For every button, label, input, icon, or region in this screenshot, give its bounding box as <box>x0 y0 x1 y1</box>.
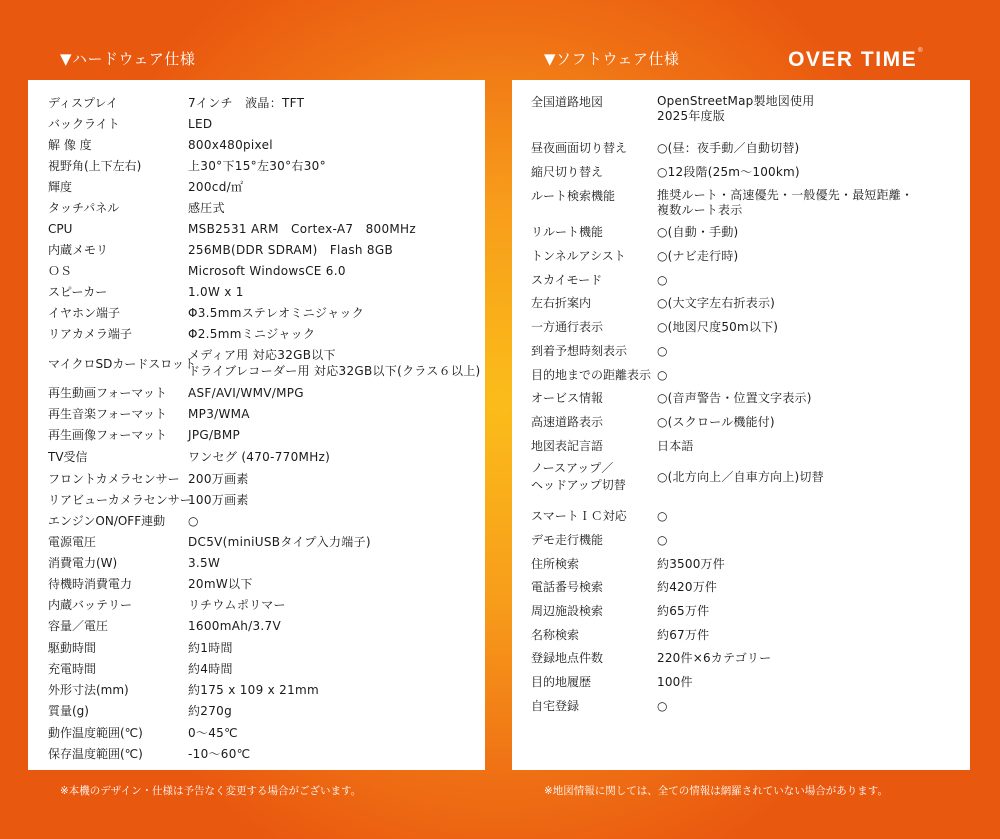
spec-value-line: ドライブレコーダー用 対応32GB以下(クラス６以上) <box>188 364 481 378</box>
spec-value: 約270g <box>188 704 233 718</box>
spec-label: 動作温度範囲(℃) <box>48 726 143 740</box>
spec-label: デモ走行機能 <box>531 533 604 547</box>
spec-value: ASF/AVI/WMV/MPG <box>188 385 304 400</box>
software-spec-row <box>531 248 961 265</box>
spec-value: 感圧式 <box>188 201 225 215</box>
spec-label: イヤホン端子 <box>48 306 121 320</box>
spec-value: ○ <box>657 368 668 382</box>
spec-value: リチウムポリマー <box>188 598 286 612</box>
software-spec-row <box>531 94 961 124</box>
spec-label: 一方通行表示 <box>531 320 604 334</box>
spec-value: ○ <box>657 509 668 523</box>
spec-value <box>657 94 961 124</box>
software-spec-row <box>531 438 961 455</box>
spec-label: トンネルアシスト <box>531 249 626 263</box>
spec-label-line: ヘッドアップ切替 <box>531 478 626 492</box>
spec-label: 高速道路表示 <box>531 415 604 429</box>
spec-value: ワンセグ (470-770MHz) <box>188 450 331 464</box>
spec-label-line: ノースアップ／ <box>531 461 614 475</box>
spec-value: 上30°下15°左30°右30° <box>188 159 326 173</box>
spec-value: 3.5W <box>188 555 221 570</box>
spec-label: リアビューカメラセンサー <box>48 493 192 507</box>
software-spec-title: ▼ソフトウェア仕様 <box>544 50 680 68</box>
spec-label: 再生音楽フォーマット <box>48 407 167 421</box>
spec-value: MSB2531 ARM Cortex-A7 800MHz <box>188 222 416 236</box>
spec-value: 20mW以下 <box>188 577 253 591</box>
spec-value-line: メディア用 対応32GB以下 <box>188 348 336 362</box>
spec-label: 輝度 <box>48 180 73 194</box>
spec-label <box>531 460 657 494</box>
software-spec-row <box>531 650 961 667</box>
spec-value <box>188 347 481 379</box>
spec-value: 256MB(DDR SDRAM) Flash 8GB <box>188 243 393 257</box>
spec-label: 消費電力(W) <box>48 556 118 570</box>
spec-label: 電源電圧 <box>48 535 97 549</box>
spec-label: 周辺施設検索 <box>531 604 604 618</box>
hardware-spec-row <box>48 155 478 176</box>
hardware-spec-row <box>48 489 478 510</box>
hardware-spec-row <box>48 594 478 615</box>
spec-label: 駆動時間 <box>48 641 97 655</box>
spec-label: バックライト <box>48 117 120 131</box>
software-spec-row <box>531 674 961 691</box>
hardware-spec-row <box>48 382 478 403</box>
spec-value: ○(音声警告・位置文字表示) <box>657 391 812 405</box>
registered-mark: ® <box>918 48 924 54</box>
spec-value: 220件×6カテゴリー <box>657 651 772 665</box>
spec-value: 約67万件 <box>657 628 710 642</box>
spec-label: 目的地履歴 <box>531 675 592 689</box>
spec-value: 100万画素 <box>188 493 249 507</box>
spec-label: 容量／電圧 <box>48 619 109 633</box>
spec-label: 再生画像フォーマット <box>48 428 167 442</box>
hardware-spec-row <box>48 531 478 552</box>
spec-label: 待機時消費電力 <box>48 577 133 591</box>
hardware-spec-row <box>48 658 478 679</box>
hardware-spec-row <box>48 573 478 594</box>
hardware-spec-row <box>48 346 481 380</box>
spec-label: スマートＩＣ対応 <box>531 509 627 523</box>
hardware-spec-title: ▼ハードウェア仕様 <box>60 50 196 68</box>
software-spec-row <box>531 627 961 644</box>
hardware-spec-row <box>48 260 478 281</box>
spec-label: マイクロSDカードスロット <box>48 356 197 371</box>
hardware-spec-row <box>48 743 478 764</box>
hardware-spec-row <box>48 239 478 260</box>
spec-label: 充電時間 <box>48 662 97 676</box>
spec-label: 登録地点件数 <box>531 651 604 665</box>
software-disclaimer: ※地図情報に関しては、全ての情報は網羅されていない場合があります。 <box>544 785 888 797</box>
spec-value-line: 複数ルート表示 <box>657 203 743 217</box>
software-spec-row <box>531 414 961 431</box>
hardware-spec-row <box>48 510 478 531</box>
spec-label: 保存温度範囲(℃) <box>48 747 143 761</box>
brand-logo <box>788 48 924 72</box>
spec-label: フロントカメラセンサー <box>48 472 180 486</box>
hardware-spec-row <box>48 700 478 721</box>
spec-value: DC5V(miniUSBタイプ入力端子) <box>188 535 371 549</box>
spec-label: 解 像 度 <box>48 138 92 152</box>
spec-value: ○(ナビ走行時) <box>657 249 739 263</box>
spec-label: ＯＳ <box>48 264 73 278</box>
spec-value: 0～45℃ <box>188 726 238 740</box>
hardware-spec-row <box>48 424 478 445</box>
software-spec-row <box>531 698 961 715</box>
hardware-spec-row <box>48 302 478 323</box>
spec-value: 200万画素 <box>188 472 249 486</box>
spec-value: 約3500万件 <box>657 557 725 571</box>
spec-value: 800x480pixel <box>188 137 273 152</box>
software-spec-row <box>531 603 961 620</box>
hardware-spec-row <box>48 403 478 424</box>
spec-label: 自宅登録 <box>531 699 580 713</box>
spec-label: スピーカー <box>48 285 108 299</box>
software-spec-row <box>531 188 961 218</box>
spec-value: ○(スクロール機能付) <box>657 415 775 429</box>
spec-value: 200cd/㎡ <box>188 180 244 194</box>
spec-value: 約175 x 109 x 21mm <box>188 683 320 697</box>
hardware-spec-row <box>48 197 478 218</box>
spec-label: TV受信 <box>48 450 88 464</box>
spec-label: 質量(g) <box>48 704 89 718</box>
software-spec-row <box>531 164 961 181</box>
spec-label: ルート検索機能 <box>531 189 616 203</box>
spec-value: 1.0W x 1 <box>188 284 244 299</box>
software-spec-row <box>531 556 961 573</box>
software-spec-row <box>531 319 961 336</box>
software-spec-row <box>531 579 961 596</box>
software-spec-row <box>531 224 961 241</box>
hardware-spec-row <box>48 218 478 239</box>
spec-value: ○(自動・手動) <box>657 225 739 239</box>
spec-label: 到着予想時刻表示 <box>531 344 628 358</box>
spec-label: スカイモード <box>531 273 603 287</box>
spec-label: CPU <box>48 221 73 236</box>
hardware-spec-row <box>48 468 478 489</box>
spec-value: 1600mAh/3.7V <box>188 618 281 633</box>
software-spec-row <box>531 140 961 157</box>
hardware-spec-row <box>48 176 478 197</box>
spec-value: ○ <box>657 344 668 358</box>
spec-label: 外形寸法(mm) <box>48 683 129 697</box>
spec-value: 7インチ 液晶：TFT <box>188 96 305 110</box>
software-spec-row <box>531 390 961 407</box>
spec-value: ○ <box>657 533 668 547</box>
spec-value: ○ <box>657 699 668 713</box>
spec-value: 約1時間 <box>188 641 233 655</box>
spec-label: 名称検索 <box>531 628 580 642</box>
spec-label: 全国道路地図 <box>531 95 604 109</box>
spec-value: 日本語 <box>657 439 694 453</box>
hardware-spec-row <box>48 637 478 658</box>
software-spec-row <box>531 367 961 384</box>
hardware-spec-row <box>48 679 478 700</box>
spec-value-line: OpenStreetMap製地図使用 <box>657 94 815 108</box>
spec-value: ○ <box>657 273 668 287</box>
spec-label: 昼夜画面切り替え <box>531 141 628 155</box>
spec-value: -10～60℃ <box>188 747 251 761</box>
spec-value: 約4時間 <box>188 662 233 676</box>
hardware-disclaimer: ※本機のデザイン・仕様は予告なく変更する場合がございます。 <box>60 785 362 797</box>
brand-name: OVER TIME <box>788 48 918 71</box>
spec-value: ○(昼：夜手動／自動切替) <box>657 141 800 155</box>
spec-value: ○(大文字左右折表示) <box>657 296 776 310</box>
spec-value: ○(地図尺度50m以下) <box>657 320 779 334</box>
spec-label: 再生動画フォーマット <box>48 386 167 400</box>
spec-value: ○12段階(25m～100km) <box>657 165 800 179</box>
software-spec-row <box>531 343 961 360</box>
software-spec-row <box>531 295 961 312</box>
spec-value: LED <box>188 116 213 131</box>
hardware-spec-row <box>48 281 478 302</box>
spec-label: タッチパネル <box>48 201 120 215</box>
spec-label: エンジンON/OFF連動 <box>48 514 166 528</box>
software-spec-row <box>531 532 961 549</box>
spec-label: ディスプレイ <box>48 96 118 110</box>
spec-value: Microsoft WindowsCE 6.0 <box>188 263 346 278</box>
spec-label: 電話番号検索 <box>531 580 604 594</box>
spec-value: 約65万件 <box>657 604 710 618</box>
software-spec-row <box>531 272 961 289</box>
spec-value: MP3/WMA <box>188 406 250 421</box>
spec-label: 内蔵メモリ <box>48 243 109 257</box>
spec-value-line: 2025年度版 <box>657 109 725 123</box>
spec-value <box>657 188 961 218</box>
spec-value: JPG/BMP <box>188 427 241 442</box>
hardware-spec-row <box>48 552 478 573</box>
spec-value: 100件 <box>657 675 693 689</box>
spec-value: ○(北方向上／自車方向上)切替 <box>657 469 824 484</box>
spec-value: ○ <box>188 513 199 528</box>
hardware-spec-panel <box>28 80 485 770</box>
hardware-spec-row <box>48 615 478 636</box>
spec-label: 住所検索 <box>531 557 580 571</box>
spec-value: Φ3.5mmステレオミニジャック <box>188 306 364 320</box>
spec-label: 地図表記言語 <box>531 439 604 453</box>
hardware-spec-row <box>48 113 478 134</box>
spec-label: 目的地までの距離表示 <box>531 368 652 382</box>
spec-value: 約420万件 <box>657 580 718 594</box>
software-spec-row <box>531 460 961 494</box>
spec-label: オービス情報 <box>531 391 604 405</box>
spec-label: 内蔵バッテリー <box>48 598 133 612</box>
spec-label: 縮尺切り替え <box>531 165 604 179</box>
hardware-spec-row <box>48 134 478 155</box>
hardware-spec-row <box>48 92 478 113</box>
hardware-spec-row <box>48 323 478 344</box>
spec-value-line: 推奨ルート・高速優先・一般優先・最短距離・ <box>657 188 914 202</box>
spec-label: リアカメラ端子 <box>48 327 132 341</box>
software-spec-row <box>531 508 961 525</box>
software-spec-panel <box>512 80 970 770</box>
hardware-spec-row <box>48 446 478 467</box>
spec-label: リルート機能 <box>531 225 604 239</box>
spec-value: Φ2.5mmミニジャック <box>188 327 316 341</box>
spec-label: 左右折案内 <box>531 296 592 310</box>
spec-label: 視野角(上下左右) <box>48 159 142 173</box>
hardware-spec-row <box>48 722 478 743</box>
